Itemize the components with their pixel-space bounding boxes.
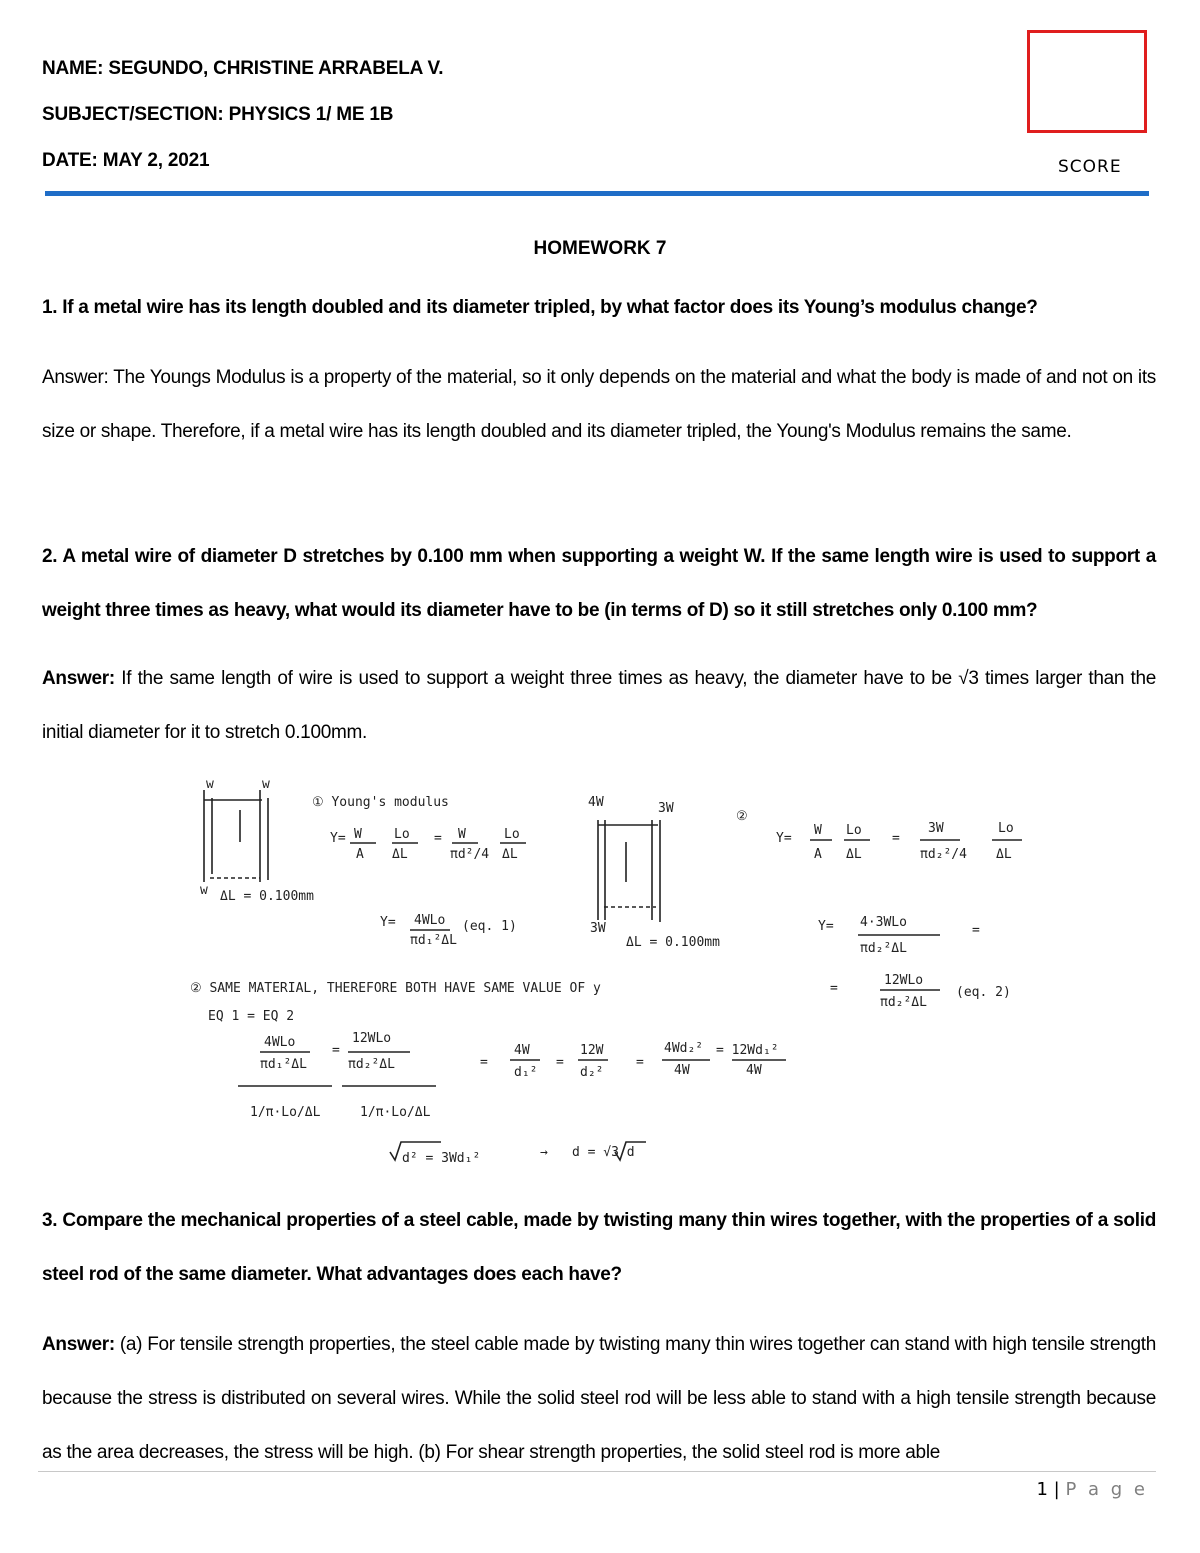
- answer-3-label: Answer:: [42, 1334, 115, 1355]
- svg-text:4·3WLo: 4·3WLo: [860, 915, 907, 930]
- svg-text:=: =: [332, 1043, 340, 1058]
- answer-1-label: Answer:: [42, 367, 109, 388]
- page-number: 1: [1036, 1479, 1048, 1500]
- svg-text:W: W: [354, 827, 362, 842]
- handwritten-solution: [180, 770, 1060, 1170]
- svg-text:d₂²: d₂²: [580, 1065, 604, 1080]
- svg-text:ΔL: ΔL: [392, 847, 408, 862]
- svg-text:Lo: Lo: [846, 823, 862, 838]
- page-footer: [1036, 1479, 1148, 1500]
- svg-text:= 12Wd₁²: = 12Wd₁²: [716, 1043, 779, 1058]
- answer-2: [42, 652, 1156, 760]
- svg-text:w: w: [200, 883, 208, 898]
- svg-text:πd₂²ΔL: πd₂²ΔL: [348, 1057, 395, 1072]
- svg-text:=: =: [434, 831, 442, 846]
- svg-text:A: A: [814, 847, 822, 862]
- svg-text:Y=: Y=: [818, 919, 834, 934]
- svg-text:4W: 4W: [674, 1063, 690, 1078]
- page-title: HOMEWORK 7: [533, 238, 667, 259]
- svg-text:② SAME MATERIAL, THEREFORE BOT: ② SAME MATERIAL, THEREFORE BOTH HAVE SAME VALUE OF y: [190, 981, 601, 996]
- svg-text:=: =: [636, 1055, 644, 1070]
- svg-text:Y=: Y=: [380, 915, 396, 930]
- question-3: 3. Compare the mechanical properties of a steel cable, made by twisting many thin wires together, with the properties of a solid steel rod of the same diameter. What advantages does each have?: [42, 1210, 1156, 1285]
- header-divider: [45, 191, 1149, 196]
- svg-text:=: =: [480, 1055, 488, 1070]
- svg-text:ΔL: ΔL: [502, 847, 518, 862]
- answer-2-text: If the same length of wire is used to support a weight three times as heavy, the diameter have to be √3 times larger than the initial diameter for it to stretch 0.100mm.: [42, 668, 1156, 743]
- svg-text:3W: 3W: [658, 801, 674, 816]
- footer-separator: |: [1053, 1479, 1066, 1500]
- svg-text:Y=: Y=: [776, 831, 792, 846]
- svg-text:Lo: Lo: [504, 827, 520, 842]
- svg-text:1/π·Lo/ΔL: 1/π·Lo/ΔL: [250, 1105, 321, 1120]
- footer-divider: [38, 1471, 1156, 1472]
- svg-text:ΔL: ΔL: [996, 847, 1012, 862]
- svg-text:πd₂²ΔL: πd₂²ΔL: [880, 995, 927, 1010]
- score-box: [1027, 30, 1147, 133]
- svg-text:12W: 12W: [580, 1043, 604, 1058]
- svg-text:d² = 3Wd₁²: d² = 3Wd₁²: [402, 1151, 481, 1166]
- svg-text:(eq. 2): (eq. 2): [956, 985, 1011, 1000]
- svg-text:4WLo: 4WLo: [414, 913, 446, 928]
- svg-text:① Young's modulus: ① Young's modulus: [312, 795, 449, 810]
- svg-text:EQ 1 = EQ 2: EQ 1 = EQ 2: [208, 1009, 295, 1024]
- answer-1-text: The Youngs Modulus is a property of the material, so it only depends on the material and what the body is made of and not on its size or shape. Therefore, if a metal wire has its length doubled and its diameter tripled, the Young's Modulus remains the same.: [42, 367, 1156, 442]
- svg-text:4Wd₂²: 4Wd₂²: [664, 1041, 704, 1056]
- svg-text:=: =: [830, 981, 838, 996]
- svg-text:4W: 4W: [746, 1063, 762, 1078]
- svg-text:Y=: Y=: [330, 831, 346, 846]
- svg-text:4WLo: 4WLo: [264, 1035, 296, 1050]
- svg-text:W: W: [458, 827, 466, 842]
- score-label: SCORE: [1058, 157, 1122, 177]
- svg-text:d = √3 d: d = √3 d: [572, 1145, 635, 1160]
- svg-text:→: →: [540, 1145, 548, 1160]
- answer-1: [42, 351, 1156, 513]
- svg-text:②: ②: [736, 809, 748, 824]
- svg-text:ΔL = 0.100mm: ΔL = 0.100mm: [626, 935, 720, 950]
- svg-text:ΔL = 0.100mm: ΔL = 0.100mm: [220, 889, 314, 904]
- svg-text:πd₂²ΔL: πd₂²ΔL: [860, 941, 907, 956]
- svg-text:πd₁²ΔL: πd₁²ΔL: [410, 933, 457, 948]
- svg-text:πd₁²ΔL: πd₁²ΔL: [260, 1057, 307, 1072]
- date-line: DATE: MAY 2, 2021: [42, 150, 210, 171]
- svg-text:3W: 3W: [590, 921, 606, 936]
- question-2: 2. A metal wire of diameter D stretches by 0.100 mm when supporting a weight W. If the same length wire is used to support a weight three times as heavy, what would its diameter have to be (in terms of D) so it still stretches only 0.100 mm?: [42, 546, 1156, 621]
- svg-text:(eq. 1): (eq. 1): [462, 919, 517, 934]
- svg-text:4W: 4W: [588, 795, 604, 810]
- svg-text:3W: 3W: [928, 821, 944, 836]
- page-label: P a g e: [1065, 1479, 1148, 1500]
- answer-3: [42, 1318, 1156, 1480]
- svg-text:A: A: [356, 847, 364, 862]
- answer-2-label: Answer:: [42, 668, 115, 689]
- svg-text:=: =: [972, 923, 980, 938]
- svg-text:Lo: Lo: [394, 827, 410, 842]
- answer-3-text: (a) For tensile strength properties, the steel cable made by twisting many thin wires together can stand with high tensile strength because the stress is distributed on several wires. While the solid steel rod will be less able to stand with a high tensile strength because as the area decreases, the stress will be high. (b) For shear strength properties, the solid steel rod is more able: [42, 1334, 1156, 1463]
- svg-text:1/π·Lo/ΔL: 1/π·Lo/ΔL: [360, 1105, 431, 1120]
- svg-text:W: W: [814, 823, 822, 838]
- student-name: NAME: SEGUNDO, CHRISTINE ARRABELA V.: [42, 58, 444, 79]
- svg-text:Lo: Lo: [998, 821, 1014, 836]
- svg-text:12WLo: 12WLo: [352, 1031, 392, 1046]
- svg-text:12WLo: 12WLo: [884, 973, 924, 988]
- svg-text:=: =: [556, 1055, 564, 1070]
- svg-text:=: =: [892, 831, 900, 846]
- svg-text:πd₂²/4: πd₂²/4: [920, 847, 967, 862]
- subject-section: SUBJECT/SECTION: PHYSICS 1/ ME 1B: [42, 104, 394, 125]
- svg-text:d₁²: d₁²: [514, 1065, 538, 1080]
- question-1: 1. If a metal wire has its length doubled and its diameter tripled, by what factor does its Young’s modulus change?: [42, 297, 1038, 318]
- svg-text:ΔL: ΔL: [846, 847, 862, 862]
- svg-text:4W: 4W: [514, 1043, 530, 1058]
- svg-text:w: w: [262, 777, 270, 792]
- handwritten-solution-figure: [180, 770, 1060, 1170]
- svg-text:w: w: [206, 777, 214, 792]
- svg-text:πd²/4: πd²/4: [450, 847, 490, 862]
